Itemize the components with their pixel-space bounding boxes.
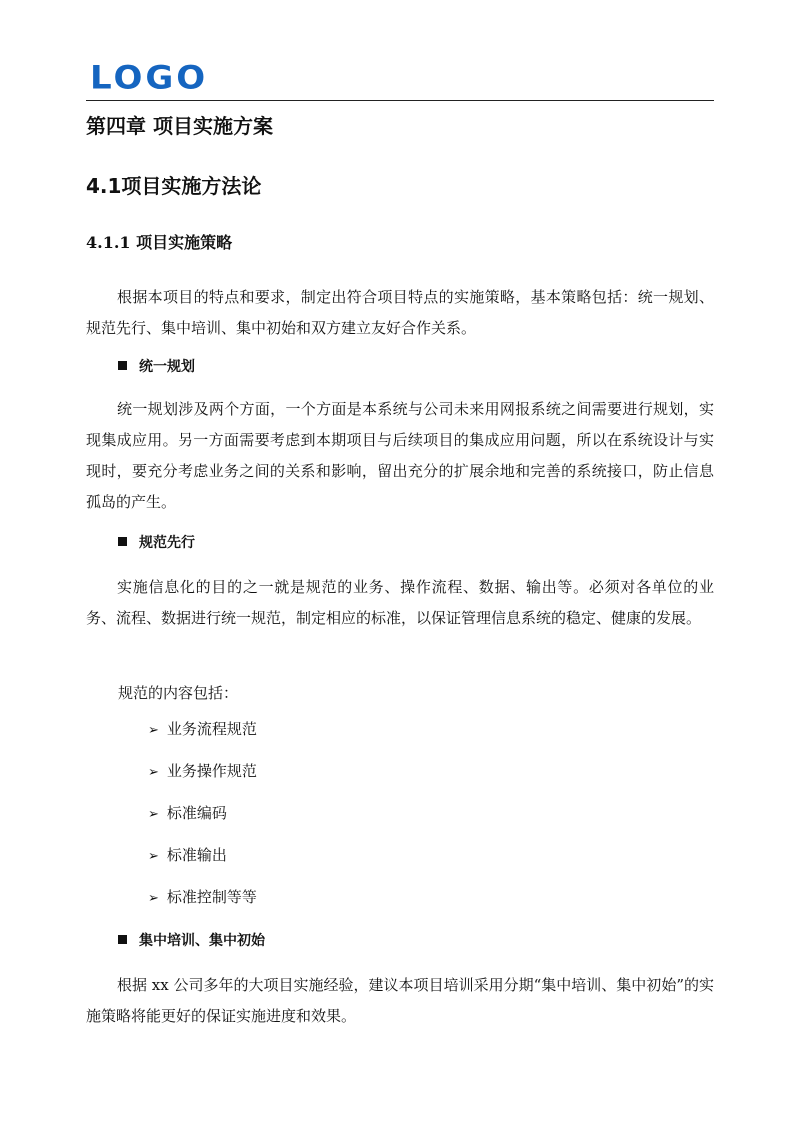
bullet-heading-standards bbox=[118, 532, 195, 552]
square-bullet-icon bbox=[118, 935, 127, 944]
list-item: ➢ 标准输出 bbox=[148, 846, 227, 864]
arrow-bullet-icon: ➢ bbox=[148, 807, 159, 822]
subsection-title: 4.1.1 项目实施策略 bbox=[86, 233, 233, 252]
arrow-bullet-icon: ➢ bbox=[148, 765, 159, 780]
bullet-title: 统一规划 bbox=[139, 359, 195, 375]
list-item: ➢ 业务流程规范 bbox=[148, 720, 257, 738]
square-bullet-icon bbox=[118, 361, 127, 370]
bullet-title: 集中培训、集中初始 bbox=[139, 933, 265, 949]
logo: LOGO bbox=[90, 59, 209, 98]
page-header bbox=[86, 59, 714, 101]
chapter-title: 第四章 项目实施方案 bbox=[86, 114, 273, 138]
bullet-heading-training bbox=[118, 930, 265, 950]
bullet-heading-plan bbox=[118, 356, 195, 376]
plan-paragraph: 统一规划涉及两个方面，一个方面是本系统与公司未来用网报系统之间需要进行规划，实现集成应用。另一方面需要考虑到本期项目与后续项目的集成应用问题，所以在系统设计与实现时，要充分考虑业务之间的关系和影响，留出充分的扩展余地和完善的系统接口，防止信息孤岛的产生。 bbox=[86, 400, 714, 511]
arrow-bullet-icon: ➢ bbox=[148, 723, 159, 738]
section-title: 4.1项目实施方法论 bbox=[86, 174, 262, 198]
intro-paragraph: 根据本项目的特点和要求，制定出符合项目特点的实施策略，基本策略包括：统一规划、规范先行、集中培训、集中初始和双方建立友好合作关系。 bbox=[86, 288, 714, 337]
square-bullet-icon bbox=[118, 537, 127, 546]
list-item: ➢ 标准编码 bbox=[148, 804, 227, 822]
list-item: ➢ 业务操作规范 bbox=[148, 762, 257, 780]
training-paragraph: 根据 xx 公司多年的大项目实施经验，建议本项目培训采用分期“集中培训、集中初始”的实施策略将能更好的保证实施进度和效果。 bbox=[86, 976, 714, 1025]
arrow-bullet-icon: ➢ bbox=[148, 891, 159, 906]
list-intro: 规范的内容包括： bbox=[118, 684, 239, 702]
list-item: ➢ 标准控制等等 bbox=[148, 888, 257, 906]
arrow-bullet-icon: ➢ bbox=[148, 849, 159, 864]
bullet-title: 规范先行 bbox=[139, 535, 195, 551]
standards-paragraph: 实施信息化的目的之一就是规范的业务、操作流程、数据、输出等。必须对各单位的业务、流程、数据进行统一规范，制定相应的标准，以保证管理信息系统的稳定、健康的发展。 bbox=[86, 578, 714, 627]
